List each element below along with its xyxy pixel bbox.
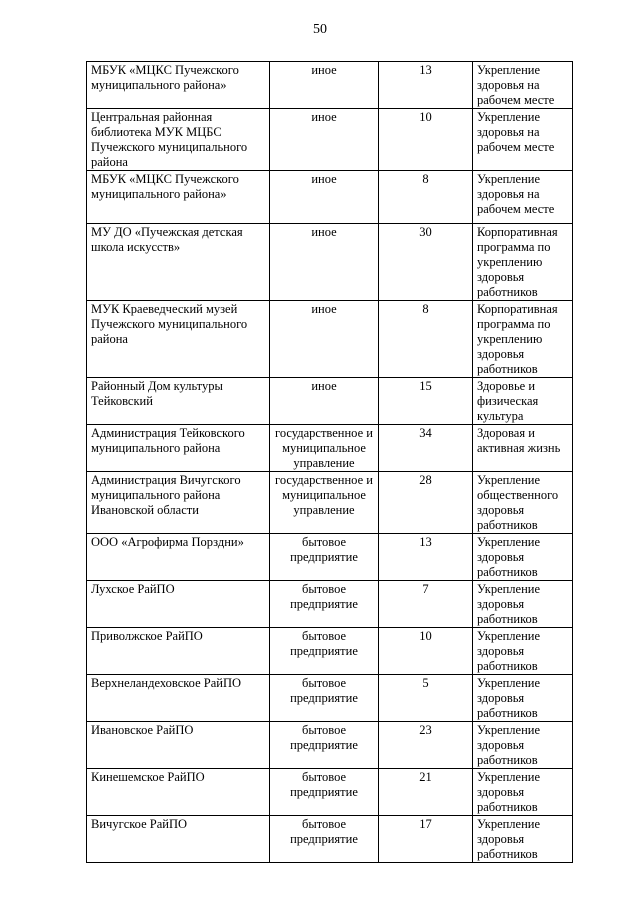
- organization-name-cell: МУК Краеведческий музей Пучежского муниципального района: [87, 301, 270, 378]
- organization-name-cell: ООО «Агрофирма Порздни»: [87, 534, 270, 581]
- participants-count-cell: 28: [379, 472, 473, 534]
- table-row: [87, 425, 573, 472]
- participants-count-cell: 5: [379, 675, 473, 722]
- organization-name-cell: Вичугское РайПО: [87, 816, 270, 863]
- organization-type-cell: иное: [270, 224, 379, 301]
- organization-type-cell: иное: [270, 62, 379, 109]
- table-row: [87, 675, 573, 722]
- organization-type-cell: иное: [270, 301, 379, 378]
- organization-name-cell: Администрация Тейковского муниципального района: [87, 425, 270, 472]
- participants-count-cell: 10: [379, 628, 473, 675]
- program-name-cell: Укрепление здоровья работников: [473, 722, 573, 769]
- program-name-cell: Корпоративная программа по укреплению здоровья работников: [473, 301, 573, 378]
- organization-type-cell: бытовое предприятие: [270, 628, 379, 675]
- organization-name-cell: Ивановское РайПО: [87, 722, 270, 769]
- table-row: [87, 378, 573, 425]
- organization-type-cell: бытовое предприятие: [270, 534, 379, 581]
- participants-count-cell: 7: [379, 581, 473, 628]
- organization-type-cell: иное: [270, 171, 379, 224]
- table-row: [87, 301, 573, 378]
- table-row: [87, 224, 573, 301]
- table-row: [87, 534, 573, 581]
- participants-count-cell: 8: [379, 171, 473, 224]
- participants-count-cell: 34: [379, 425, 473, 472]
- organization-type-cell: государственное и муниципальное управление: [270, 425, 379, 472]
- participants-count-cell: 21: [379, 769, 473, 816]
- program-name-cell: Укрепление общественного здоровья работников: [473, 472, 573, 534]
- program-name-cell: Укрепление здоровья на рабочем месте: [473, 62, 573, 109]
- program-name-cell: Здоровье и физическая культура: [473, 378, 573, 425]
- program-name-cell: Корпоративная программа по укреплению здоровья работников: [473, 224, 573, 301]
- organization-type-cell: бытовое предприятие: [270, 722, 379, 769]
- organization-name-cell: Администрация Вичугского муниципального района Ивановской области: [87, 472, 270, 534]
- organization-name-cell: МУ ДО «Пучежская детская школа искусств»: [87, 224, 270, 301]
- organization-name-cell: Приволжское РайПО: [87, 628, 270, 675]
- organizations-table: [86, 61, 573, 863]
- program-name-cell: Укрепление здоровья работников: [473, 769, 573, 816]
- organization-type-cell: иное: [270, 378, 379, 425]
- organization-name-cell: Лухское РайПО: [87, 581, 270, 628]
- participants-count-cell: 23: [379, 722, 473, 769]
- organization-type-cell: иное: [270, 109, 379, 171]
- program-name-cell: Укрепление здоровья работников: [473, 581, 573, 628]
- participants-count-cell: 8: [379, 301, 473, 378]
- program-name-cell: Укрепление здоровья на рабочем месте: [473, 171, 573, 224]
- participants-count-cell: 13: [379, 534, 473, 581]
- table-row: [87, 722, 573, 769]
- table-row: [87, 171, 573, 224]
- table-row: [87, 62, 573, 109]
- program-name-cell: Укрепление здоровья работников: [473, 534, 573, 581]
- organization-type-cell: бытовое предприятие: [270, 675, 379, 722]
- table-row: [87, 816, 573, 863]
- program-name-cell: Здоровая и активная жизнь: [473, 425, 573, 472]
- program-name-cell: Укрепление здоровья на рабочем месте: [473, 109, 573, 171]
- organization-type-cell: государственное и муниципальное управление: [270, 472, 379, 534]
- organization-name-cell: Кинешемское РайПО: [87, 769, 270, 816]
- page-number: 50: [313, 22, 327, 37]
- participants-count-cell: 30: [379, 224, 473, 301]
- organization-name-cell: Центральная районная библиотека МУК МЦБС Пучежского муниципального района: [87, 109, 270, 171]
- table-row: [87, 109, 573, 171]
- organization-type-cell: бытовое предприятие: [270, 816, 379, 863]
- organization-name-cell: МБУК «МЦКС Пучежского муниципального района»: [87, 171, 270, 224]
- participants-count-cell: 13: [379, 62, 473, 109]
- organization-name-cell: МБУК «МЦКС Пучежского муниципального района»: [87, 62, 270, 109]
- program-name-cell: Укрепление здоровья работников: [473, 816, 573, 863]
- participants-count-cell: 10: [379, 109, 473, 171]
- participants-count-cell: 17: [379, 816, 473, 863]
- table-row: [87, 581, 573, 628]
- table-row: [87, 628, 573, 675]
- table-row: [87, 472, 573, 534]
- table-row: [87, 769, 573, 816]
- organization-name-cell: Верхнеландеховское РайПО: [87, 675, 270, 722]
- organization-type-cell: бытовое предприятие: [270, 769, 379, 816]
- organization-name-cell: Районный Дом культуры Тейковский: [87, 378, 270, 425]
- program-name-cell: Укрепление здоровья работников: [473, 628, 573, 675]
- program-name-cell: Укрепление здоровья работников: [473, 675, 573, 722]
- organization-type-cell: бытовое предприятие: [270, 581, 379, 628]
- participants-count-cell: 15: [379, 378, 473, 425]
